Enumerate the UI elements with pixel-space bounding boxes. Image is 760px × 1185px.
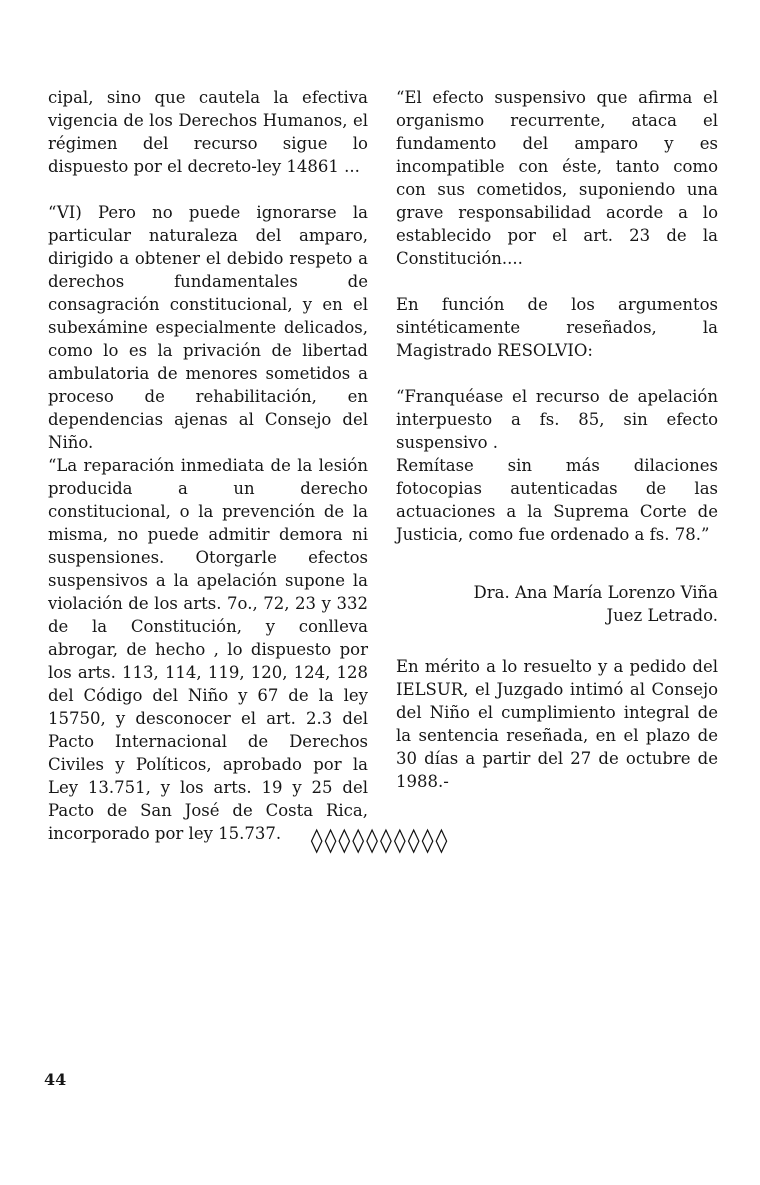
signature-name: Dra. Ana María Lorenzo Viña <box>473 583 718 602</box>
right-paragraph-4: Remítase sin más dilaciones fotocopias autenticadas de las actuaciones a la Suprema Corte de Justicia, como fue ordenado a fs. 78.” <box>396 456 718 544</box>
signature-block <box>396 581 718 627</box>
left-column <box>48 86 368 845</box>
right-paragraph-5: En mérito a lo resuelto y a pedido del IELSUR, el Juzgado intimó al Consejo del Niño el cumplimiento integral de la sentencia reseñada, en el plazo de 30 días a partir del 27 de octubre de 1988.- <box>396 657 718 791</box>
left-paragraph-3: “La reparación inmediata de la lesión producida a un derecho constitucional, o la prevención de la misma, no puede admitir demora ni suspensiones. Otorgarle efectos suspensivos a la apelación supone la violación de los arts. 7o., 72, 23 y 332 de la Constitución, y conlleva abrogar, de hecho , lo dispuesto por los arts. 113, 114, 119, 120, 124, 128 del Código del Niño y 67 de la ley 15750, y desconocer el art. 2.3 del Pacto Internacional de Derechos Civiles y Políticos, aprobado por la Ley 13.751, y los arts. 19 y 25 del Pacto de San José de Costa Rica, incorporado por ley 15.737. <box>48 456 368 843</box>
right-column <box>396 86 718 793</box>
page-number: 44 <box>44 1070 67 1089</box>
diamond-ornament-divider: ◊◊◊◊◊◊◊◊◊◊ <box>310 826 450 854</box>
left-paragraph-2: “VI) Pero no puede ignorarse la particular naturaleza del amparo, dirigido a obtener el debido respeto a derechos fundamentales de consagración constitucional, y en el subexámine especialmente delicados, como lo es la privación de libertad ambulatoria de menores sometidos a proceso de rehabilitación, en dependencias ajenas al Consejo del Niño. <box>48 203 368 452</box>
signature-title: Juez Letrado. <box>606 606 718 625</box>
left-paragraph-1: cipal, sino que cautela la efectiva vigencia de los Derechos Humanos, el régimen del recurso sigue lo dispuesto por el decreto-ley 14861 ... <box>48 88 368 176</box>
right-paragraph-3: “Franquéase el recurso de apelación interpuesto a fs. 85, sin efecto suspensivo . <box>396 387 718 452</box>
right-paragraph-2: En función de los argumentos sintéticamente reseñados, la Magistrado RESOLVIO: <box>396 295 718 360</box>
right-paragraph-1: “El efecto suspensivo que afirma el organismo recurrente, ataca el fundamento del amparo y es incompatible con éste, tanto como con sus cometidos, suponiendo una grave responsabilidad acorde a lo establecido por el art. 23 de la Constitución.... <box>396 88 718 268</box>
